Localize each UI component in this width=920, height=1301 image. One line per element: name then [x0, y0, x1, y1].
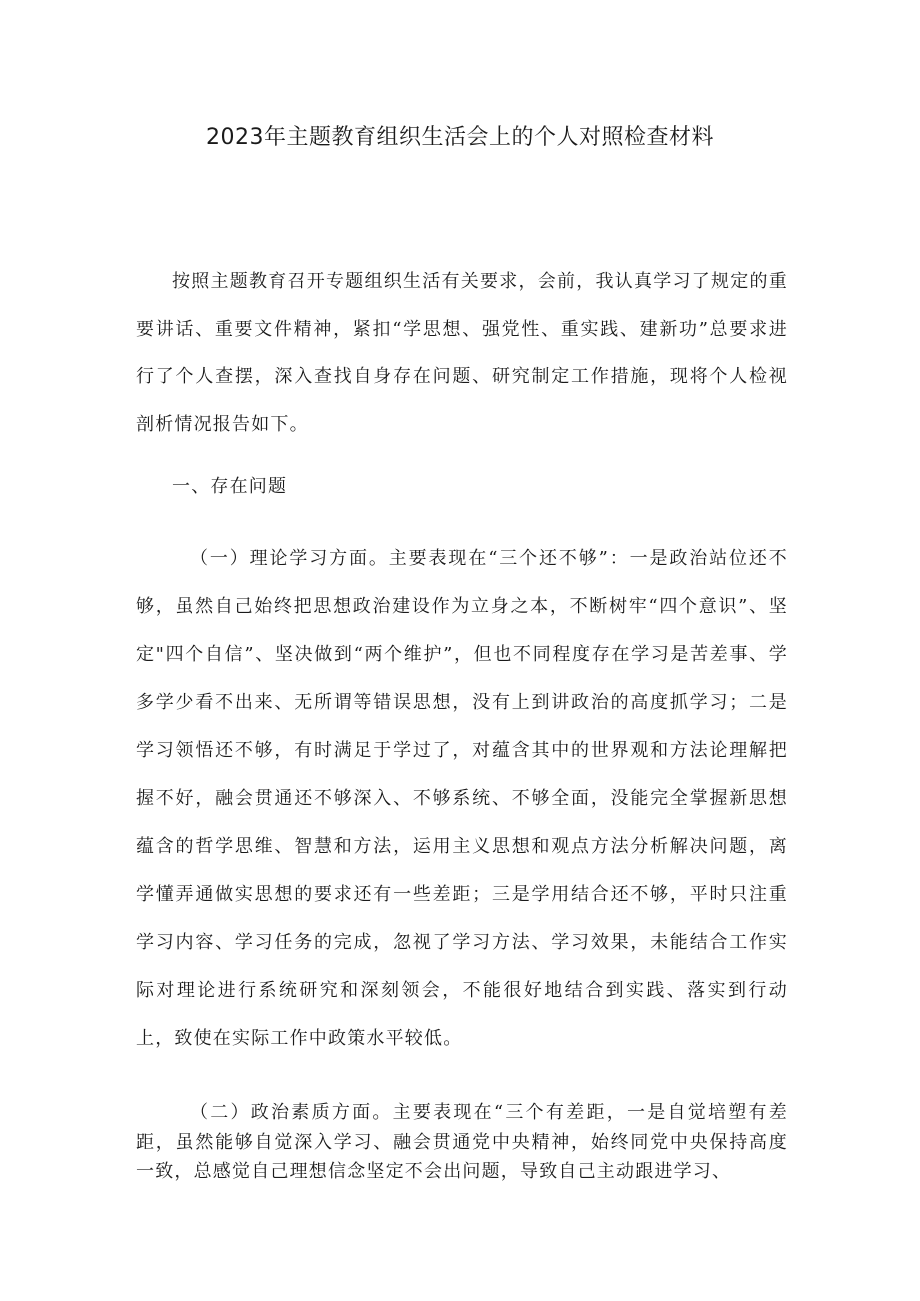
political-quality-paragraph: （二）政治素质方面。主要表现在“三个有差距，一是自觉培塑有差距，虽然能够自觉深入学习、融会贯通党中央精神，始终同党中央保持高度一致，总感觉自己理想信念坚定不会出问题，导致自己主动跟进学习、 — [136, 1102, 788, 1182]
document-title: 2023年主题教育组织生活会上的个人对照检查材料 — [206, 125, 714, 150]
intro-paragraph: 按照主题教育召开专题组织生活有关要求，会前，我认真学习了规定的重要讲话、重要文件精神，紧扣“学思想、强党性、重实践、建新功”总要求进行了个人查摆，深入查找自身存在问题、研究制定工作措施，现将个人检视剖析情况报告如下。 — [136, 271, 788, 435]
section-heading: 一、存在问题 — [172, 476, 288, 497]
theory-study-paragraph: （一）理论学习方面。主要表现在“三个还不够”：一是政治站位还不够，虽然自己始终把思想政治建设作为立身之本，不断树牢“四个意识”、坚定"四个自信”、坚决做到“两个维护”，但也不同程度存在学习是苦差事、学多学少看不出来、无所谓等错误思想，没有上到讲政治的高度抓学习；二是学习领悟还不够，有时满足于学过了，对蕴含其中的世界观和方法论理解把握不好，融会贯通还不够深入、不够系统、不够全面，没能完全掌握新思想蕴含的哲学思维、智慧和方法，运用主义思想和观点方法分析解决问题，离学懂弄通做实思想的要求还有一些差距；三是学用结合还不够，平时只注重学习内容、学习任务的完成，忽视了学习方法、学习效果，未能结合工作实际对理论进行系统研究和深刻领会，不能很好地结合到实践、落实到行动上，致使在实际工作中政策水平较低。 — [136, 548, 788, 1049]
